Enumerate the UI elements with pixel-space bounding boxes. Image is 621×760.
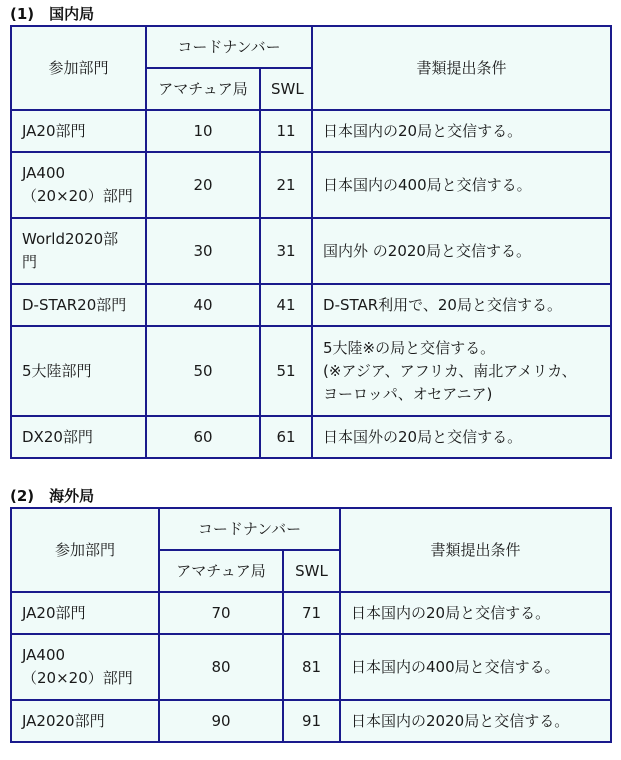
condition-cell bbox=[312, 284, 611, 326]
cell-line: 国内外 の2020局と交信する。 bbox=[323, 241, 531, 260]
condition-cell bbox=[312, 218, 611, 284]
cell-line: JA20部門 bbox=[22, 121, 86, 140]
swl-code-cell: 81 bbox=[283, 634, 340, 700]
category-cell bbox=[11, 110, 146, 152]
category-cell bbox=[11, 592, 159, 634]
amateur-code-cell: 40 bbox=[146, 284, 260, 326]
condition-cell bbox=[340, 592, 611, 634]
amateur-code-cell: 90 bbox=[159, 700, 283, 742]
cell-line: DX20部門 bbox=[22, 427, 93, 446]
cell-line: 日本国内の20局と交信する。 bbox=[323, 121, 523, 140]
overseas-heading: (2) 海外局 bbox=[10, 487, 95, 505]
swl-code-cell: 41 bbox=[260, 284, 312, 326]
amateur-code-cell: 10 bbox=[146, 110, 260, 152]
amateur-code-cell: 20 bbox=[146, 152, 260, 218]
overseas-code-table bbox=[10, 507, 612, 743]
cell-line: ヨーロッパ、オセアニア) bbox=[323, 384, 493, 403]
cell-line: 日本国内の20局と交信する。 bbox=[351, 603, 551, 622]
cell-line: JA2020部門 bbox=[22, 711, 105, 730]
amateur-code-cell: 50 bbox=[146, 326, 260, 416]
table-row bbox=[11, 152, 611, 218]
cell-line: 5大陸※の局と交信する。 bbox=[323, 338, 496, 357]
swl-code-cell: 11 bbox=[260, 110, 312, 152]
header-code-number: コードナンバー bbox=[146, 26, 312, 68]
category-cell bbox=[11, 326, 146, 416]
category-cell bbox=[11, 218, 146, 284]
swl-code-cell: 71 bbox=[283, 592, 340, 634]
condition-cell bbox=[340, 634, 611, 700]
header-category: 参加部門 bbox=[11, 26, 146, 110]
amateur-code-cell: 60 bbox=[146, 416, 260, 458]
cell-line: 日本国外の20局と交信する。 bbox=[323, 427, 523, 446]
table-row bbox=[11, 592, 611, 634]
table-row bbox=[11, 634, 611, 700]
table-row bbox=[11, 700, 611, 742]
cell-line: （20×20）部門 bbox=[22, 187, 133, 205]
table-row bbox=[11, 416, 611, 458]
cell-line: D-STAR利用で、20局と交信する。 bbox=[323, 295, 562, 314]
header-conditions: 書類提出条件 bbox=[340, 508, 611, 592]
table-row bbox=[11, 326, 611, 416]
condition-cell bbox=[312, 152, 611, 218]
condition-cell bbox=[340, 700, 611, 742]
header-code-number: コードナンバー bbox=[159, 508, 340, 550]
cell-line: D-STAR20部門 bbox=[22, 295, 127, 314]
cell-line: JA400 bbox=[22, 646, 66, 664]
swl-code-cell: 61 bbox=[260, 416, 312, 458]
amateur-code-cell: 80 bbox=[159, 634, 283, 700]
cell-line: 日本国内の400局と交信する。 bbox=[351, 657, 560, 676]
header-category: 参加部門 bbox=[11, 508, 159, 592]
category-cell bbox=[11, 634, 159, 700]
amateur-code-cell: 30 bbox=[146, 218, 260, 284]
category-cell bbox=[11, 152, 146, 218]
cell-line: 日本国内の400局と交信する。 bbox=[323, 175, 532, 194]
cell-line: JA20部門 bbox=[22, 603, 86, 622]
cell-line: 門 bbox=[22, 253, 38, 271]
header-swl: SWL bbox=[260, 68, 312, 110]
condition-cell bbox=[312, 110, 611, 152]
header-conditions: 書類提出条件 bbox=[312, 26, 611, 110]
amateur-code-cell: 70 bbox=[159, 592, 283, 634]
table-row bbox=[11, 110, 611, 152]
cell-line: JA400 bbox=[22, 164, 66, 182]
cell-line: (※アジア、アフリカ、南北アメリカ、 bbox=[323, 361, 577, 380]
swl-code-cell: 21 bbox=[260, 152, 312, 218]
domestic-heading: (1) 国内局 bbox=[10, 5, 95, 23]
cell-line: 日本国内の2020局と交信する。 bbox=[351, 711, 570, 730]
category-cell bbox=[11, 284, 146, 326]
domestic-code-table bbox=[10, 25, 612, 459]
table-row bbox=[11, 284, 611, 326]
swl-code-cell: 31 bbox=[260, 218, 312, 284]
condition-cell bbox=[312, 416, 611, 458]
swl-code-cell: 91 bbox=[283, 700, 340, 742]
header-swl: SWL bbox=[283, 550, 340, 592]
cell-line: World2020部 bbox=[22, 230, 119, 248]
cell-line: （20×20）部門 bbox=[22, 669, 133, 687]
category-cell bbox=[11, 416, 146, 458]
category-cell bbox=[11, 700, 159, 742]
header-amateur: アマチュア局 bbox=[159, 550, 283, 592]
condition-cell bbox=[312, 326, 611, 416]
swl-code-cell: 51 bbox=[260, 326, 312, 416]
cell-line: 5大陸部門 bbox=[22, 361, 92, 380]
header-amateur: アマチュア局 bbox=[146, 68, 260, 110]
table-row bbox=[11, 218, 611, 284]
